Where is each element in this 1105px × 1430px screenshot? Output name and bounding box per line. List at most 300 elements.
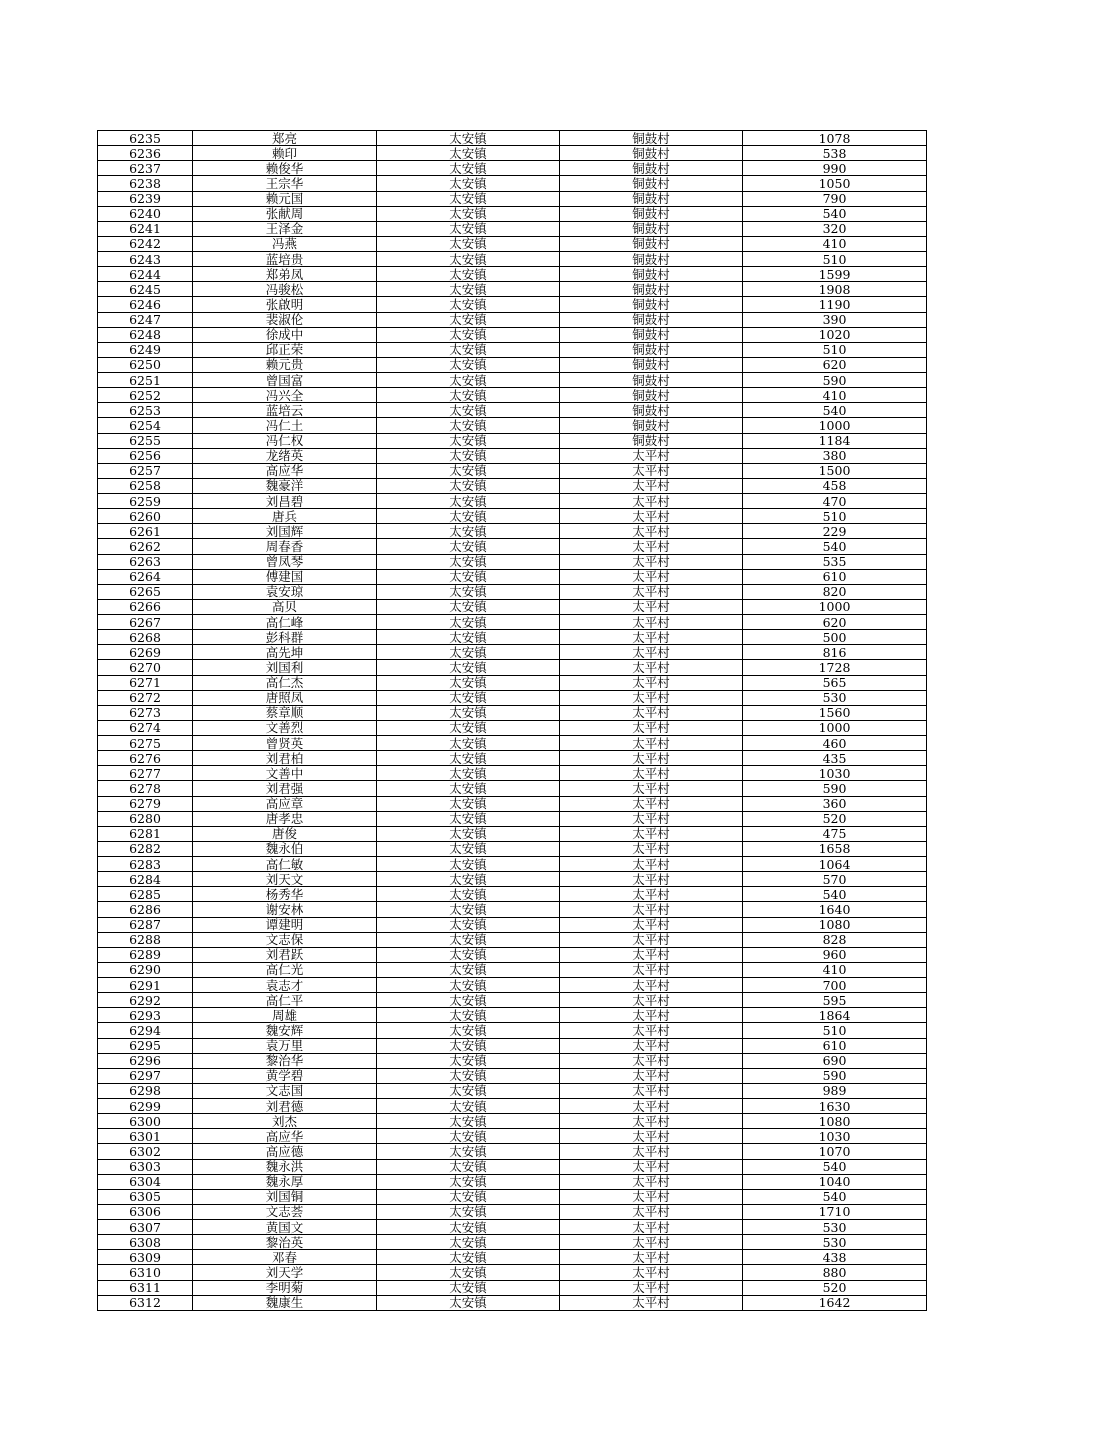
name-cell: 唐俊 xyxy=(193,826,377,841)
row-number-cell: 6262 xyxy=(98,539,193,554)
row-number-cell: 6258 xyxy=(98,478,193,493)
row-number-cell: 6263 xyxy=(98,554,193,569)
table-row xyxy=(98,342,927,357)
town-cell: 太安镇 xyxy=(377,403,560,418)
row-number-cell: 6292 xyxy=(98,993,193,1008)
name-cell: 文善中 xyxy=(193,766,377,781)
town-cell: 太安镇 xyxy=(377,1053,560,1068)
name-cell: 张献周 xyxy=(193,206,377,221)
amount-cell: 470 xyxy=(743,494,927,509)
row-number-cell: 6306 xyxy=(98,1204,193,1219)
row-number-cell: 6284 xyxy=(98,872,193,887)
name-cell: 袁志才 xyxy=(193,978,377,993)
amount-cell: 435 xyxy=(743,751,927,766)
amount-cell: 1710 xyxy=(743,1204,927,1219)
table-row xyxy=(98,705,927,720)
amount-cell: 570 xyxy=(743,872,927,887)
name-cell: 李明菊 xyxy=(193,1280,377,1295)
town-cell: 太安镇 xyxy=(377,191,560,206)
town-cell: 太安镇 xyxy=(377,751,560,766)
village-cell: 太平村 xyxy=(560,1295,743,1310)
town-cell: 太安镇 xyxy=(377,463,560,478)
village-cell: 铜鼓村 xyxy=(560,312,743,327)
table-row xyxy=(98,1295,927,1310)
amount-cell: 1864 xyxy=(743,1008,927,1023)
amount-cell: 229 xyxy=(743,524,927,539)
table-row xyxy=(98,554,927,569)
amount-cell: 520 xyxy=(743,1280,927,1295)
row-number-cell: 6252 xyxy=(98,388,193,403)
table-row xyxy=(98,660,927,675)
amount-cell: 1080 xyxy=(743,1114,927,1129)
village-cell: 太平村 xyxy=(560,1189,743,1204)
village-cell: 铜鼓村 xyxy=(560,131,743,146)
amount-cell: 1078 xyxy=(743,131,927,146)
row-number-cell: 6238 xyxy=(98,176,193,191)
town-cell: 太安镇 xyxy=(377,433,560,448)
name-cell: 高仁峰 xyxy=(193,615,377,630)
name-cell: 郑弟凤 xyxy=(193,267,377,282)
amount-cell: 540 xyxy=(743,403,927,418)
name-cell: 魏豪洋 xyxy=(193,478,377,493)
village-cell: 太平村 xyxy=(560,1099,743,1114)
town-cell: 太安镇 xyxy=(377,236,560,251)
town-cell: 太安镇 xyxy=(377,1220,560,1235)
amount-cell: 320 xyxy=(743,221,927,236)
amount-cell: 1070 xyxy=(743,1144,927,1159)
town-cell: 太安镇 xyxy=(377,1023,560,1038)
table-row xyxy=(98,1220,927,1235)
town-cell: 太安镇 xyxy=(377,630,560,645)
row-number-cell: 6272 xyxy=(98,690,193,705)
name-cell: 蓝培贵 xyxy=(193,252,377,267)
row-number-cell: 6275 xyxy=(98,736,193,751)
row-number-cell: 6249 xyxy=(98,342,193,357)
name-cell: 高应华 xyxy=(193,463,377,478)
name-cell: 赖俊华 xyxy=(193,161,377,176)
table-row xyxy=(98,176,927,191)
village-cell: 太平村 xyxy=(560,645,743,660)
village-cell: 铜鼓村 xyxy=(560,267,743,282)
village-cell: 太平村 xyxy=(560,857,743,872)
name-cell: 王泽金 xyxy=(193,221,377,236)
village-cell: 太平村 xyxy=(560,1129,743,1144)
table-row xyxy=(98,1204,927,1219)
name-cell: 曾国富 xyxy=(193,373,377,388)
table-row xyxy=(98,252,927,267)
name-cell: 高仁杰 xyxy=(193,675,377,690)
amount-cell: 438 xyxy=(743,1250,927,1265)
amount-cell: 1599 xyxy=(743,267,927,282)
row-number-cell: 6268 xyxy=(98,630,193,645)
village-cell: 太平村 xyxy=(560,584,743,599)
table-row xyxy=(98,1068,927,1083)
name-cell: 刘天文 xyxy=(193,872,377,887)
name-cell: 刘国铜 xyxy=(193,1189,377,1204)
amount-cell: 510 xyxy=(743,509,927,524)
town-cell: 太安镇 xyxy=(377,509,560,524)
name-cell: 刘国利 xyxy=(193,660,377,675)
town-cell: 太安镇 xyxy=(377,1174,560,1189)
row-number-cell: 6283 xyxy=(98,857,193,872)
village-cell: 铜鼓村 xyxy=(560,327,743,342)
town-cell: 太安镇 xyxy=(377,872,560,887)
table-row xyxy=(98,1235,927,1250)
amount-cell: 530 xyxy=(743,690,927,705)
table-row xyxy=(98,1053,927,1068)
village-cell: 铜鼓村 xyxy=(560,342,743,357)
name-cell: 黎治英 xyxy=(193,1235,377,1250)
row-number-cell: 6253 xyxy=(98,403,193,418)
table-row xyxy=(98,781,927,796)
amount-cell: 510 xyxy=(743,342,927,357)
village-cell: 铜鼓村 xyxy=(560,146,743,161)
table-row xyxy=(98,221,927,236)
table-row xyxy=(98,645,927,660)
amount-cell: 816 xyxy=(743,645,927,660)
row-number-cell: 6300 xyxy=(98,1114,193,1129)
name-cell: 高仁敏 xyxy=(193,857,377,872)
table-row xyxy=(98,1038,927,1053)
town-cell: 太安镇 xyxy=(377,357,560,372)
town-cell: 太安镇 xyxy=(377,660,560,675)
name-cell: 唐照凤 xyxy=(193,690,377,705)
amount-cell: 1020 xyxy=(743,327,927,342)
amount-cell: 510 xyxy=(743,1023,927,1038)
name-cell: 冯骏松 xyxy=(193,282,377,297)
village-cell: 太平村 xyxy=(560,1204,743,1219)
town-cell: 太安镇 xyxy=(377,811,560,826)
row-number-cell: 6247 xyxy=(98,312,193,327)
village-cell: 太平村 xyxy=(560,962,743,977)
row-number-cell: 6273 xyxy=(98,705,193,720)
village-cell: 太平村 xyxy=(560,1023,743,1038)
village-cell: 铜鼓村 xyxy=(560,176,743,191)
amount-cell: 960 xyxy=(743,947,927,962)
amount-cell: 1050 xyxy=(743,176,927,191)
row-number-cell: 6239 xyxy=(98,191,193,206)
town-cell: 太安镇 xyxy=(377,887,560,902)
village-cell: 太平村 xyxy=(560,932,743,947)
table-row xyxy=(98,433,927,448)
table-row xyxy=(98,267,927,282)
village-cell: 太平村 xyxy=(560,826,743,841)
row-number-cell: 6271 xyxy=(98,675,193,690)
village-cell: 太平村 xyxy=(560,872,743,887)
row-number-cell: 6301 xyxy=(98,1129,193,1144)
name-cell: 杨秀华 xyxy=(193,887,377,902)
village-cell: 铜鼓村 xyxy=(560,388,743,403)
row-number-cell: 6240 xyxy=(98,206,193,221)
row-number-cell: 6255 xyxy=(98,433,193,448)
table-row xyxy=(98,993,927,1008)
name-cell: 曾贤英 xyxy=(193,736,377,751)
name-cell: 冯仁权 xyxy=(193,433,377,448)
table-row xyxy=(98,766,927,781)
village-cell: 太平村 xyxy=(560,993,743,1008)
town-cell: 太安镇 xyxy=(377,584,560,599)
name-cell: 傅建国 xyxy=(193,569,377,584)
name-cell: 赖元国 xyxy=(193,191,377,206)
row-number-cell: 6280 xyxy=(98,811,193,826)
table-row xyxy=(98,736,927,751)
row-number-cell: 6299 xyxy=(98,1099,193,1114)
row-number-cell: 6304 xyxy=(98,1174,193,1189)
amount-cell: 790 xyxy=(743,191,927,206)
town-cell: 太安镇 xyxy=(377,131,560,146)
name-cell: 高应德 xyxy=(193,1144,377,1159)
table-row xyxy=(98,494,927,509)
amount-cell: 610 xyxy=(743,1038,927,1053)
name-cell: 曾凤琴 xyxy=(193,554,377,569)
town-cell: 太安镇 xyxy=(377,373,560,388)
table-row xyxy=(98,584,927,599)
name-cell: 高先坤 xyxy=(193,645,377,660)
name-cell: 蔡章顺 xyxy=(193,705,377,720)
town-cell: 太安镇 xyxy=(377,1083,560,1098)
village-cell: 太平村 xyxy=(560,463,743,478)
name-cell: 刘杰 xyxy=(193,1114,377,1129)
row-number-cell: 6291 xyxy=(98,978,193,993)
town-cell: 太安镇 xyxy=(377,857,560,872)
name-cell: 文志荟 xyxy=(193,1204,377,1219)
amount-cell: 590 xyxy=(743,1068,927,1083)
table-row xyxy=(98,206,927,221)
amount-cell: 540 xyxy=(743,206,927,221)
town-cell: 太安镇 xyxy=(377,705,560,720)
table-row xyxy=(98,978,927,993)
name-cell: 蓝培云 xyxy=(193,403,377,418)
name-cell: 袁安琼 xyxy=(193,584,377,599)
name-cell: 龙绪英 xyxy=(193,448,377,463)
town-cell: 太安镇 xyxy=(377,418,560,433)
town-cell: 太安镇 xyxy=(377,932,560,947)
town-cell: 太安镇 xyxy=(377,1280,560,1295)
row-number-cell: 6254 xyxy=(98,418,193,433)
name-cell: 刘国辉 xyxy=(193,524,377,539)
table-row xyxy=(98,448,927,463)
town-cell: 太安镇 xyxy=(377,690,560,705)
amount-cell: 540 xyxy=(743,1159,927,1174)
village-cell: 太平村 xyxy=(560,766,743,781)
town-cell: 太安镇 xyxy=(377,221,560,236)
name-cell: 郑亮 xyxy=(193,131,377,146)
row-number-cell: 6241 xyxy=(98,221,193,236)
row-number-cell: 6309 xyxy=(98,1250,193,1265)
amount-cell: 880 xyxy=(743,1265,927,1280)
amount-cell: 410 xyxy=(743,962,927,977)
amount-cell: 1030 xyxy=(743,766,927,781)
row-number-cell: 6257 xyxy=(98,463,193,478)
amount-cell: 1184 xyxy=(743,433,927,448)
row-number-cell: 6265 xyxy=(98,584,193,599)
table-row xyxy=(98,796,927,811)
amount-cell: 1500 xyxy=(743,463,927,478)
amount-cell: 620 xyxy=(743,615,927,630)
amount-cell: 360 xyxy=(743,796,927,811)
town-cell: 太安镇 xyxy=(377,1265,560,1280)
row-number-cell: 6293 xyxy=(98,1008,193,1023)
amount-cell: 535 xyxy=(743,554,927,569)
village-cell: 太平村 xyxy=(560,690,743,705)
table-row xyxy=(98,1159,927,1174)
amount-cell: 500 xyxy=(743,630,927,645)
row-number-cell: 6266 xyxy=(98,599,193,614)
amount-cell: 410 xyxy=(743,388,927,403)
village-cell: 铜鼓村 xyxy=(560,403,743,418)
row-number-cell: 6287 xyxy=(98,917,193,932)
town-cell: 太安镇 xyxy=(377,176,560,191)
name-cell: 裴淑伦 xyxy=(193,312,377,327)
village-cell: 太平村 xyxy=(560,1174,743,1189)
name-cell: 黄国文 xyxy=(193,1220,377,1235)
table-row xyxy=(98,887,927,902)
town-cell: 太安镇 xyxy=(377,615,560,630)
village-cell: 太平村 xyxy=(560,1053,743,1068)
village-cell: 太平村 xyxy=(560,599,743,614)
town-cell: 太安镇 xyxy=(377,978,560,993)
row-number-cell: 6296 xyxy=(98,1053,193,1068)
row-number-cell: 6276 xyxy=(98,751,193,766)
table-row xyxy=(98,403,927,418)
town-cell: 太安镇 xyxy=(377,781,560,796)
town-cell: 太安镇 xyxy=(377,524,560,539)
row-number-cell: 6298 xyxy=(98,1083,193,1098)
row-number-cell: 6305 xyxy=(98,1189,193,1204)
village-cell: 太平村 xyxy=(560,796,743,811)
village-cell: 太平村 xyxy=(560,1159,743,1174)
amount-cell: 540 xyxy=(743,887,927,902)
name-cell: 谭建明 xyxy=(193,917,377,932)
village-cell: 太平村 xyxy=(560,1220,743,1235)
row-number-cell: 6303 xyxy=(98,1159,193,1174)
name-cell: 刘君德 xyxy=(193,1099,377,1114)
amount-cell: 565 xyxy=(743,675,927,690)
town-cell: 太安镇 xyxy=(377,902,560,917)
name-cell: 彭科群 xyxy=(193,630,377,645)
amount-cell: 1000 xyxy=(743,599,927,614)
table-row xyxy=(98,841,927,856)
town-cell: 太安镇 xyxy=(377,388,560,403)
table-row xyxy=(98,751,927,766)
village-cell: 太平村 xyxy=(560,494,743,509)
row-number-cell: 6286 xyxy=(98,902,193,917)
amount-cell: 1030 xyxy=(743,1129,927,1144)
town-cell: 太安镇 xyxy=(377,252,560,267)
town-cell: 太安镇 xyxy=(377,720,560,735)
town-cell: 太安镇 xyxy=(377,494,560,509)
amount-cell: 510 xyxy=(743,252,927,267)
amount-cell: 590 xyxy=(743,781,927,796)
name-cell: 魏永伯 xyxy=(193,841,377,856)
town-cell: 太安镇 xyxy=(377,1204,560,1219)
row-number-cell: 6245 xyxy=(98,282,193,297)
village-cell: 太平村 xyxy=(560,1265,743,1280)
name-cell: 魏安辉 xyxy=(193,1023,377,1038)
row-number-cell: 6290 xyxy=(98,962,193,977)
row-number-cell: 6244 xyxy=(98,267,193,282)
village-cell: 太平村 xyxy=(560,448,743,463)
town-cell: 太安镇 xyxy=(377,1189,560,1204)
village-cell: 太平村 xyxy=(560,1068,743,1083)
table-row xyxy=(98,826,927,841)
row-number-cell: 6243 xyxy=(98,252,193,267)
row-number-cell: 6260 xyxy=(98,509,193,524)
town-cell: 太安镇 xyxy=(377,448,560,463)
village-cell: 太平村 xyxy=(560,751,743,766)
village-cell: 太平村 xyxy=(560,569,743,584)
town-cell: 太安镇 xyxy=(377,675,560,690)
table-row xyxy=(98,1023,927,1038)
table-row xyxy=(98,539,927,554)
town-cell: 太安镇 xyxy=(377,342,560,357)
name-cell: 冯燕 xyxy=(193,236,377,251)
name-cell: 冯仁土 xyxy=(193,418,377,433)
village-cell: 太平村 xyxy=(560,615,743,630)
village-cell: 铜鼓村 xyxy=(560,418,743,433)
village-cell: 太平村 xyxy=(560,1235,743,1250)
row-number-cell: 6246 xyxy=(98,297,193,312)
town-cell: 太安镇 xyxy=(377,1008,560,1023)
row-number-cell: 6237 xyxy=(98,161,193,176)
name-cell: 唐孝忠 xyxy=(193,811,377,826)
name-cell: 刘君柏 xyxy=(193,751,377,766)
table-row xyxy=(98,161,927,176)
village-cell: 太平村 xyxy=(560,630,743,645)
row-number-cell: 6269 xyxy=(98,645,193,660)
table-row xyxy=(98,690,927,705)
town-cell: 太安镇 xyxy=(377,554,560,569)
village-cell: 太平村 xyxy=(560,947,743,962)
town-cell: 太安镇 xyxy=(377,161,560,176)
row-number-cell: 6261 xyxy=(98,524,193,539)
name-cell: 魏永洪 xyxy=(193,1159,377,1174)
table-row xyxy=(98,191,927,206)
name-cell: 魏康生 xyxy=(193,1295,377,1310)
name-cell: 黄学碧 xyxy=(193,1068,377,1083)
table-row xyxy=(98,463,927,478)
row-number-cell: 6256 xyxy=(98,448,193,463)
town-cell: 太安镇 xyxy=(377,1159,560,1174)
table-row xyxy=(98,675,927,690)
table-row xyxy=(98,720,927,735)
table-row xyxy=(98,917,927,932)
row-number-cell: 6250 xyxy=(98,357,193,372)
town-cell: 太安镇 xyxy=(377,1038,560,1053)
row-number-cell: 6308 xyxy=(98,1235,193,1250)
amount-cell: 700 xyxy=(743,978,927,993)
amount-cell: 1000 xyxy=(743,418,927,433)
village-cell: 铜鼓村 xyxy=(560,236,743,251)
name-cell: 高仁平 xyxy=(193,993,377,1008)
row-number-cell: 6259 xyxy=(98,494,193,509)
table-row xyxy=(98,418,927,433)
amount-cell: 410 xyxy=(743,236,927,251)
village-cell: 太平村 xyxy=(560,705,743,720)
amount-cell: 990 xyxy=(743,161,927,176)
town-cell: 太安镇 xyxy=(377,1129,560,1144)
row-number-cell: 6242 xyxy=(98,236,193,251)
village-cell: 太平村 xyxy=(560,1144,743,1159)
town-cell: 太安镇 xyxy=(377,1114,560,1129)
village-cell: 太平村 xyxy=(560,509,743,524)
name-cell: 周春香 xyxy=(193,539,377,554)
amount-cell: 1658 xyxy=(743,841,927,856)
table-row xyxy=(98,131,927,146)
row-number-cell: 6264 xyxy=(98,569,193,584)
table-row xyxy=(98,857,927,872)
town-cell: 太安镇 xyxy=(377,146,560,161)
